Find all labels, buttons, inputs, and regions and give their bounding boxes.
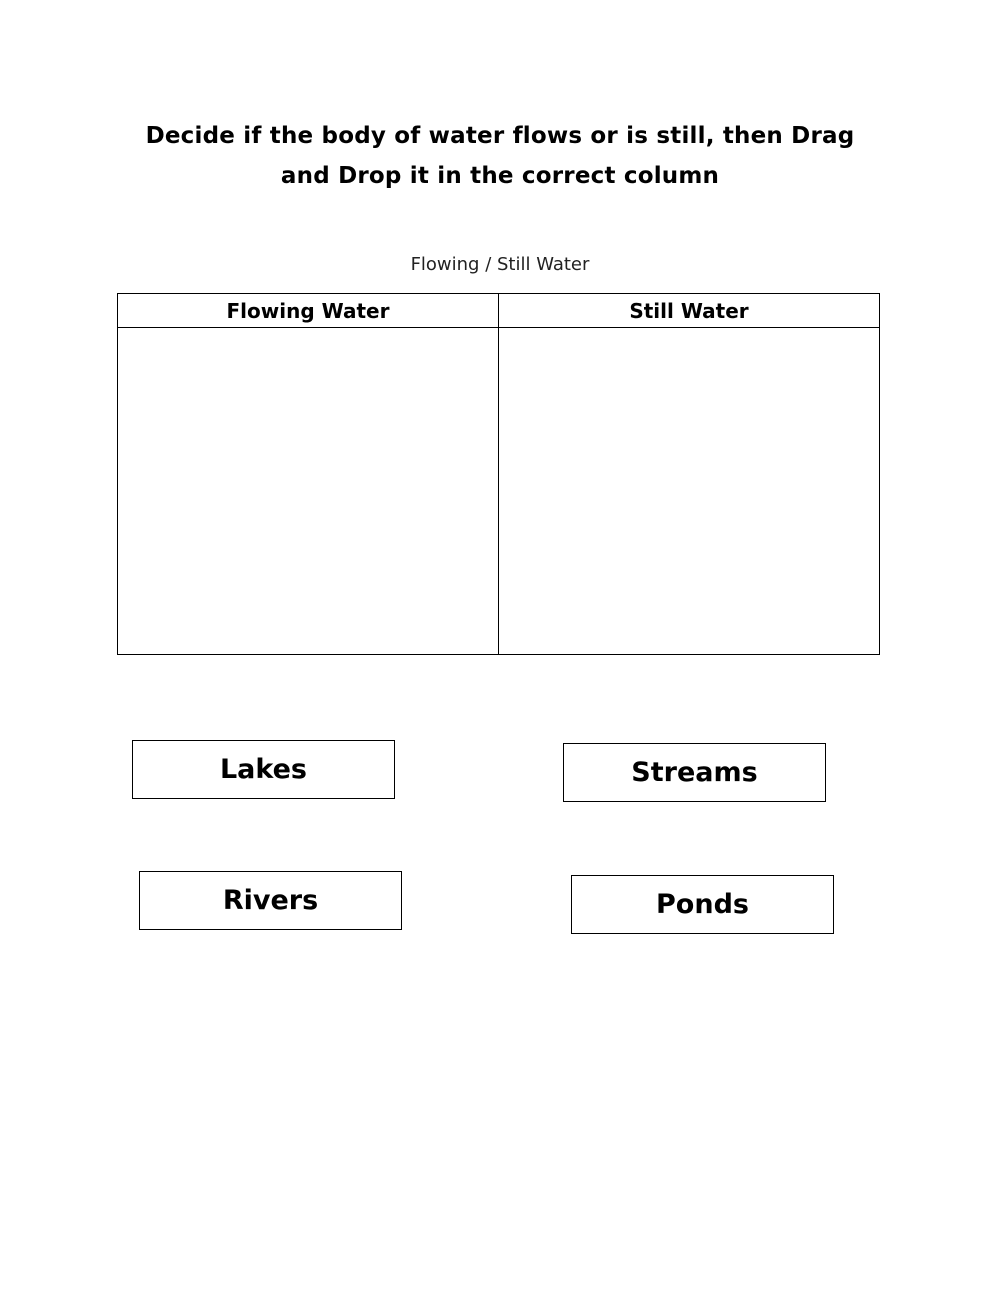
draggable-card-rivers[interactable]: Rivers (139, 871, 402, 930)
column-header-still-water: Still Water (499, 294, 879, 328)
drop-zone-flowing-water[interactable] (118, 328, 499, 654)
draggable-card-ponds[interactable]: Ponds (571, 875, 834, 934)
draggable-card-streams[interactable]: Streams (563, 743, 826, 802)
drop-zone-still-water[interactable] (499, 328, 879, 654)
sorting-table (117, 293, 880, 655)
draggable-card-lakes[interactable]: Lakes (132, 740, 395, 799)
column-header-flowing-water: Flowing Water (118, 294, 499, 328)
table-caption: Flowing / Still Water (410, 254, 590, 275)
instructions-text: Decide if the body of water flows or is still, then Drag and Drop it in the correct column (145, 123, 855, 189)
